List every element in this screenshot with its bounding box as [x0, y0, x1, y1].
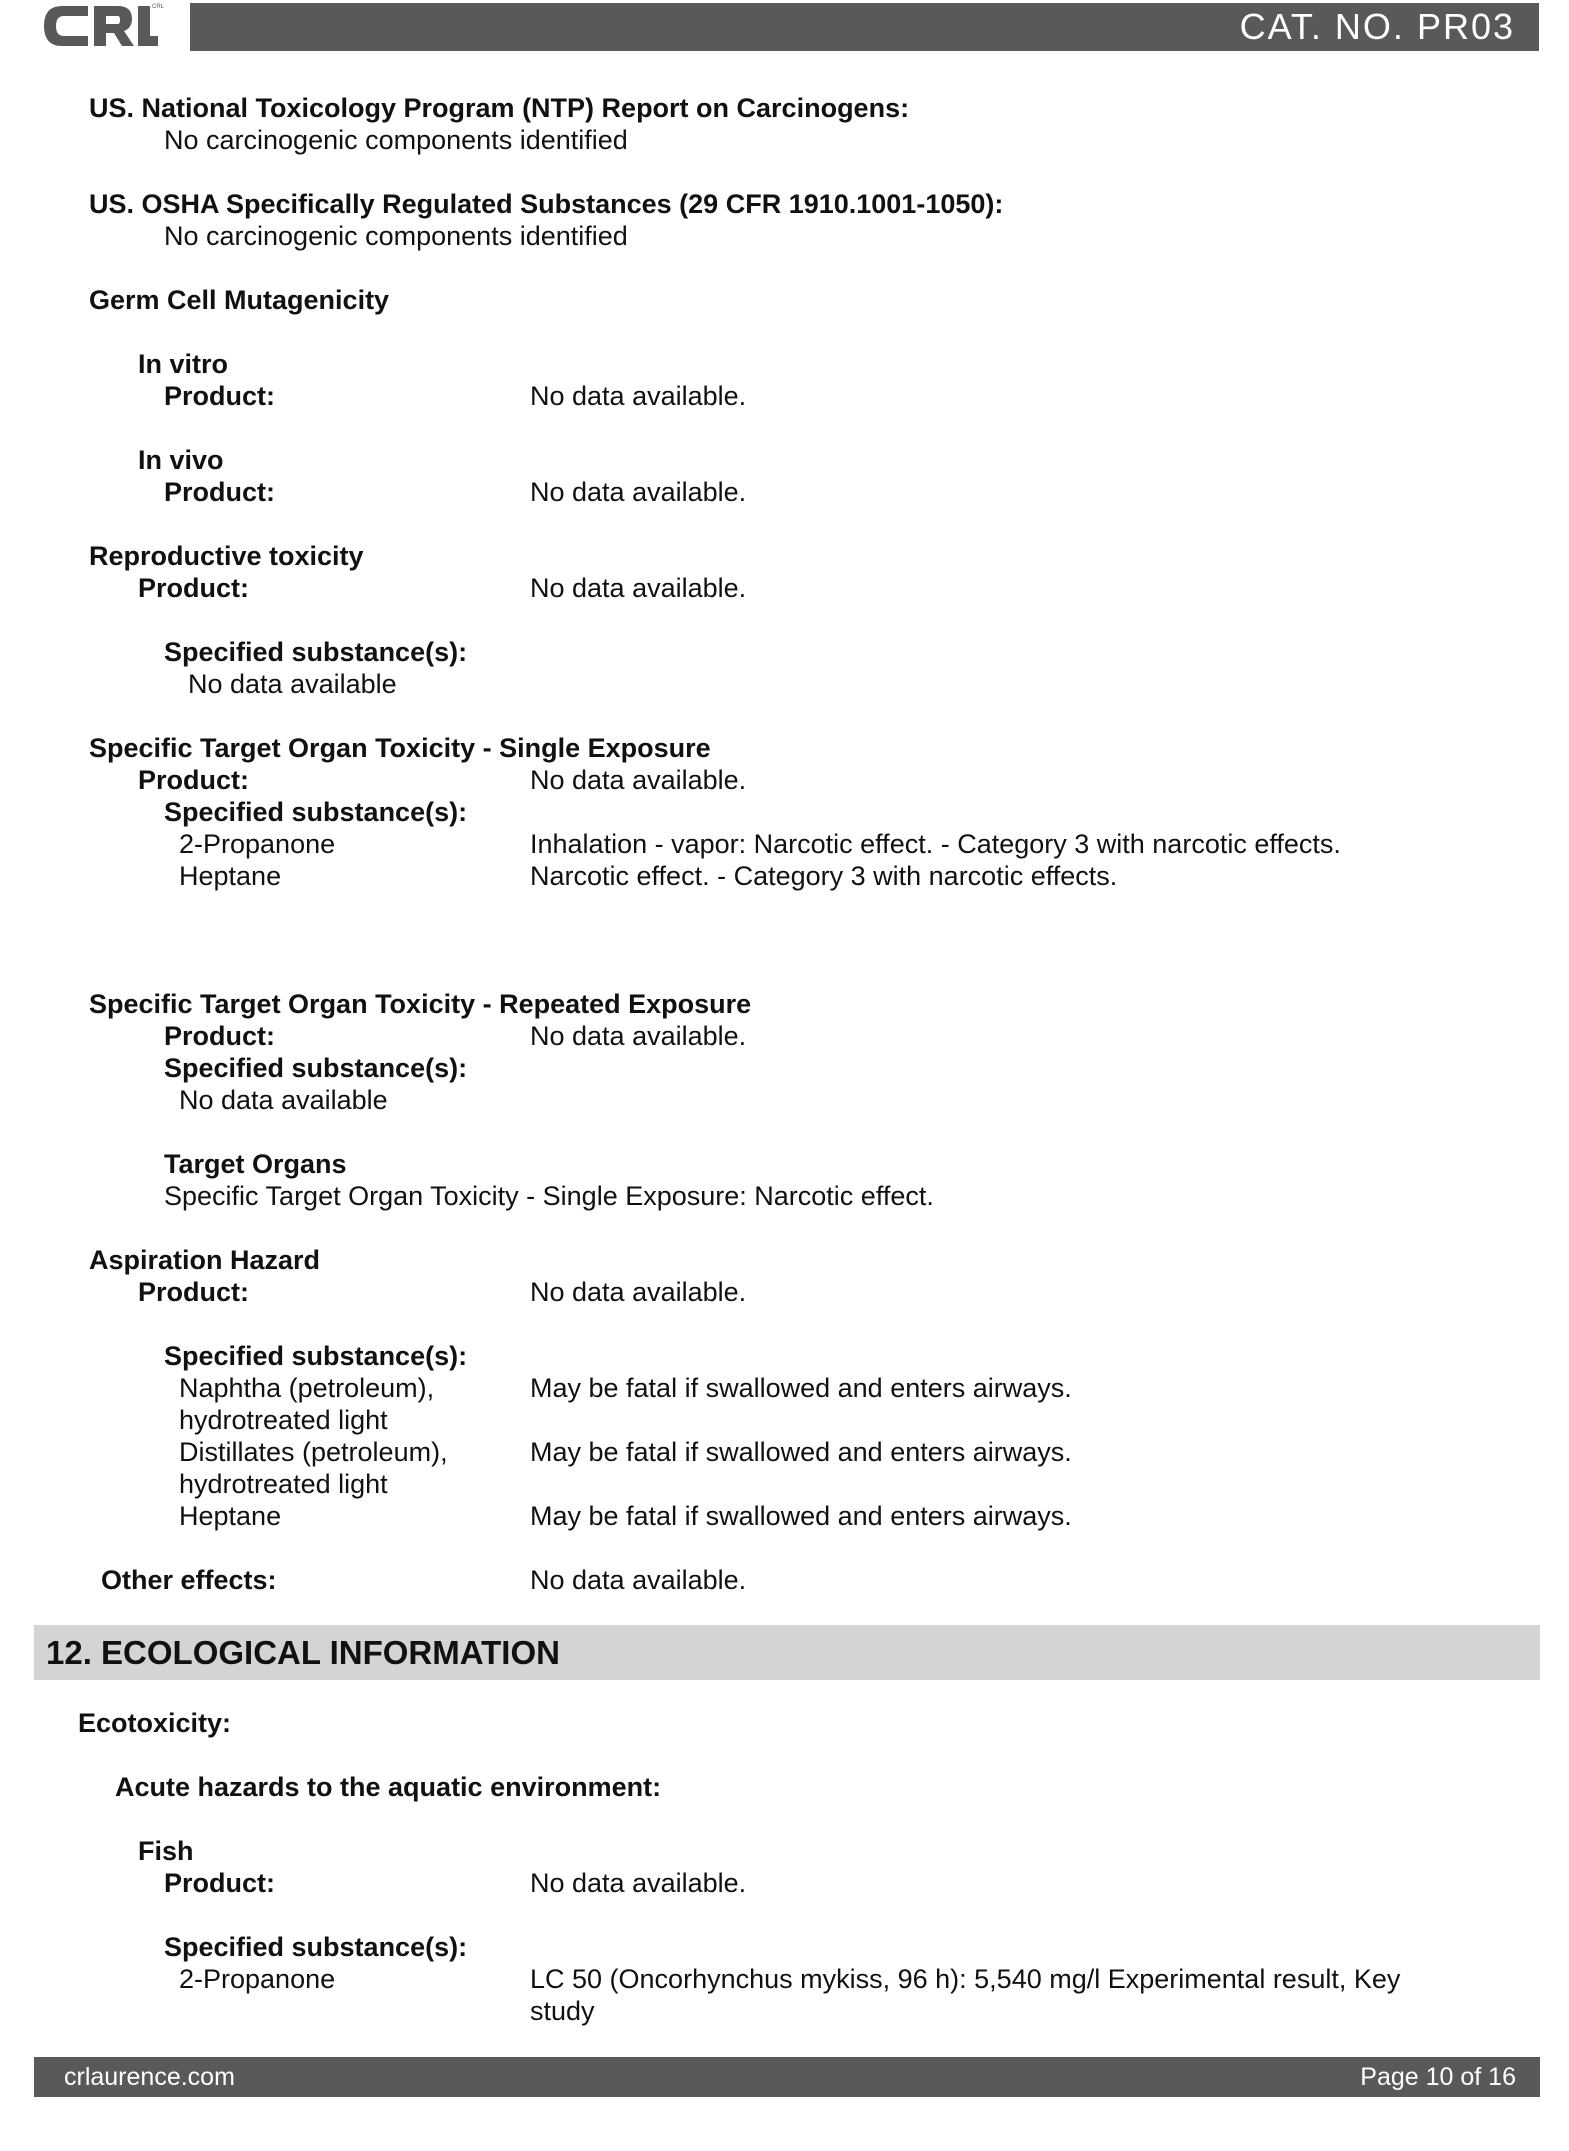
germ-cell-heading: Germ Cell Mutagenicity	[89, 285, 390, 315]
other-effects-label: Other effects:	[101, 1565, 277, 1595]
stot-repeated-heading: Specific Target Organ Toxicity - Repeated Exposure	[89, 989, 752, 1019]
substance-value: LC 50 (Oncorhynchus mykiss, 96 h): 5,540 mg/l Experimental result, Key	[530, 1964, 1401, 1994]
other-effects-value: No data available.	[530, 1565, 747, 1595]
in-vitro-label: In vitro	[138, 349, 229, 379]
stot-repeated-substances-label: Specified substance(s):	[164, 1053, 468, 1083]
aspiration-substances-label: Specified substance(s):	[164, 1341, 468, 1371]
stot-single-substances-label: Specified substance(s):	[164, 797, 468, 827]
substance-name: Heptane	[179, 861, 282, 891]
company-logo	[40, 0, 165, 52]
fish-substances-label: Specified substance(s):	[164, 1932, 468, 1962]
reproductive-product-label: Product:	[138, 573, 249, 603]
ecotoxicity-heading: Ecotoxicity:	[78, 1708, 232, 1738]
aspiration-product-value: No data available.	[530, 1277, 747, 1307]
substance-value: May be fatal if swallowed and enters airways.	[530, 1437, 1072, 1467]
acute-hazards-heading: Acute hazards to the aquatic environment:	[115, 1772, 662, 1802]
substance-name: Naphtha (petroleum),	[179, 1373, 435, 1403]
aspiration-product-label: Product:	[138, 1277, 249, 1307]
substance-name: Heptane	[179, 1501, 282, 1531]
in-vivo-label: In vivo	[138, 445, 224, 475]
logo-text: CRL	[152, 4, 165, 10]
footer-bar	[34, 2057, 1540, 2097]
stot-single-product-label: Product:	[138, 765, 249, 795]
ntp-value: No carcinogenic components identified	[164, 125, 628, 155]
aspiration-heading: Aspiration Hazard	[89, 1245, 321, 1275]
page-number: Page 10 of 16	[1360, 2063, 1516, 2091]
footer-website: crlaurence.com	[64, 2063, 235, 2091]
substance-name: 2-Propanone	[179, 1964, 336, 1994]
in-vivo-product-value: No data available.	[530, 477, 747, 507]
reproductive-substances-label: Specified substance(s):	[164, 637, 468, 667]
substance-name-cont: hydrotreated light	[179, 1405, 388, 1435]
section-12-title: 12. ECOLOGICAL INFORMATION	[46, 1634, 560, 1671]
reproductive-substances-value: No data available	[188, 669, 397, 699]
substance-value: May be fatal if swallowed and enters airways.	[530, 1501, 1072, 1531]
fish-label: Fish	[138, 1836, 194, 1866]
stot-single-heading: Specific Target Organ Toxicity - Single Exposure	[89, 733, 711, 763]
substance-value-cont: study	[530, 1996, 595, 2026]
substance-name: Distillates (petroleum),	[179, 1437, 448, 1467]
substance-value: May be fatal if swallowed and enters airways.	[530, 1373, 1072, 1403]
fish-product-value: No data available.	[530, 1868, 747, 1898]
stot-single-product-value: No data available.	[530, 765, 747, 795]
osha-value: No carcinogenic components identified	[164, 221, 628, 251]
section-12-bar	[34, 1625, 1540, 1680]
in-vitro-product-label: Product:	[164, 381, 275, 411]
reproductive-heading: Reproductive toxicity	[89, 541, 364, 571]
stot-repeated-product-label: Product:	[164, 1021, 275, 1051]
substance-name-cont: hydrotreated light	[179, 1469, 388, 1499]
stot-repeated-substances-value: No data available	[179, 1085, 388, 1115]
target-organs-label: Target Organs	[164, 1149, 347, 1179]
substance-value: Narcotic effect. - Category 3 with narcotic effects.	[530, 861, 1118, 891]
header-bar	[190, 3, 1539, 51]
fish-product-label: Product:	[164, 1868, 275, 1898]
target-organs-value: Specific Target Organ Toxicity - Single Exposure: Narcotic effect.	[164, 1181, 934, 1211]
ntp-heading: US. National Toxicology Program (NTP) Report on Carcinogens:	[89, 93, 910, 123]
catalog-number: CAT. NO. PR03	[1239, 6, 1515, 47]
in-vivo-product-label: Product:	[164, 477, 275, 507]
substance-name: 2-Propanone	[179, 829, 336, 859]
osha-heading: US. OSHA Specifically Regulated Substances (29 CFR 1910.1001-1050):	[89, 189, 1004, 219]
reproductive-product-value: No data available.	[530, 573, 747, 603]
substance-value: Inhalation - vapor: Narcotic effect. - Category 3 with narcotic effects.	[530, 829, 1341, 859]
in-vitro-product-value: No data available.	[530, 381, 747, 411]
stot-repeated-product-value: No data available.	[530, 1021, 747, 1051]
